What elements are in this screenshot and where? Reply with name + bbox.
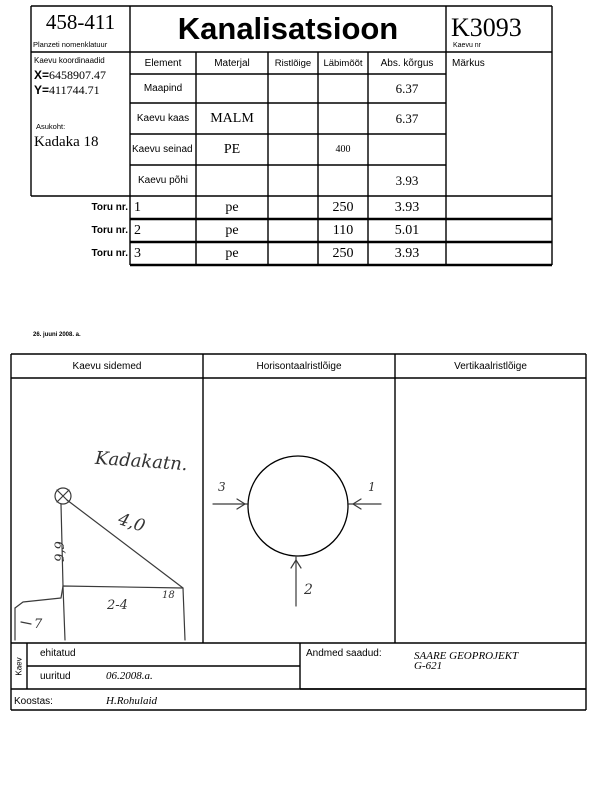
- coordinate-y-value: 411744.71: [49, 83, 100, 97]
- pipe-material: pe: [225, 245, 239, 261]
- coordinate-x-prefix: X=: [34, 68, 50, 82]
- handwritten-diagonal-length: 4,0: [115, 509, 148, 537]
- well-side-label-wrap: [11, 643, 27, 689]
- pipe-2-label: 2: [304, 582, 313, 598]
- pipe-number: 2: [134, 222, 141, 238]
- row-element-label: Maapind: [143, 83, 183, 94]
- pipe-abs-height: 3.93: [394, 245, 420, 261]
- pipe-label: Toru nr.: [91, 225, 128, 236]
- data-source-code: G-621: [414, 660, 443, 672]
- well-circle: [248, 456, 348, 556]
- pipe-number: 3: [134, 245, 141, 261]
- coordinate-y-prefix: Y=: [34, 83, 50, 97]
- pipe-diameter: 250: [332, 245, 354, 261]
- row-material: MALM: [210, 110, 254, 126]
- date-stamp: 26. juuni 2008. a.: [33, 332, 81, 338]
- pipe-label: Toru nr.: [91, 248, 128, 259]
- page-title: Kanalisatsioon: [177, 11, 399, 46]
- well-caption: Kaevu nr: [453, 42, 482, 49]
- data-source-value: SAARE GEOPROJEKT: [414, 650, 519, 662]
- row-element-label: Kaevu seinad: [132, 144, 193, 155]
- pipe-diameter: 110: [332, 222, 354, 238]
- handwritten-corner-length: 18: [162, 590, 175, 601]
- handwritten-lot-length: 2-4: [107, 598, 128, 613]
- compiled-value: H.Rohulaid: [106, 695, 158, 707]
- col-header-diameter: Läbimõõt: [323, 57, 363, 69]
- coordinate-x-value: 6458907.47: [49, 68, 107, 82]
- sheet-number: 458-411: [45, 10, 116, 34]
- col-header-abs-height: Abs. kõrgus: [380, 57, 434, 69]
- surveyed-label: uuritud: [40, 671, 71, 682]
- row-material: PE: [223, 141, 241, 157]
- col-title-vertical: Vertikaalristlõige: [454, 360, 527, 372]
- row-abs-height: 6.37: [395, 80, 419, 96]
- pipe-abs-height: 5.01: [394, 222, 420, 238]
- address-value: Kadaka 18: [34, 134, 99, 150]
- col-header-remarks: Märkus: [452, 58, 485, 69]
- data-source-label: Andmed saadud:: [306, 648, 382, 659]
- pipe-label: Toru nr.: [91, 202, 128, 213]
- horizontal-cross-section: [203, 378, 395, 643]
- surveyed-value: 06.2008.a.: [106, 670, 153, 682]
- address-label: Asukoht:: [36, 122, 66, 131]
- handwritten-street: Kadakatn.: [94, 447, 189, 476]
- col-title-horizontal: Horisontaalristlõige: [256, 360, 342, 372]
- coordinate-y: [34, 83, 100, 98]
- compiled-label: Koostas:: [14, 696, 53, 707]
- row-element-label: Kaevu kaas: [136, 113, 190, 124]
- col-header-cross-section: Ristlõige: [274, 57, 312, 69]
- pipe-1-label: 1: [368, 480, 376, 494]
- pipe-number: 1: [134, 199, 141, 215]
- coordinates-label: Kaevu koordinaadid: [34, 56, 105, 65]
- coordinate-x: [34, 68, 106, 83]
- col-header-material: Materjal: [214, 57, 250, 69]
- col-title-well-links: Kaevu sidemed: [72, 360, 142, 372]
- sheet-caption: Planzeti nomenklatuur: [33, 40, 108, 49]
- pipe-3-label: 3: [218, 480, 226, 494]
- handwritten-left-length: 7: [34, 617, 43, 632]
- pipe-material: pe: [225, 222, 239, 238]
- row-diameter: 400: [335, 144, 351, 155]
- row-abs-height: 3.93: [395, 172, 419, 188]
- pipe-material: pe: [225, 199, 239, 215]
- handwritten-vertical-length: 9,9: [52, 541, 68, 562]
- row-element-label: Kaevu põhi: [137, 175, 189, 186]
- built-label: ehitatud: [40, 648, 76, 659]
- row-abs-height: 6.37: [395, 110, 419, 126]
- pipe-abs-height: 3.93: [394, 199, 420, 215]
- pipe-diameter: 250: [332, 199, 354, 215]
- well-number: K3093: [451, 13, 522, 42]
- col-header-element: Element: [144, 57, 182, 69]
- well-side-label: Kaev: [14, 656, 24, 676]
